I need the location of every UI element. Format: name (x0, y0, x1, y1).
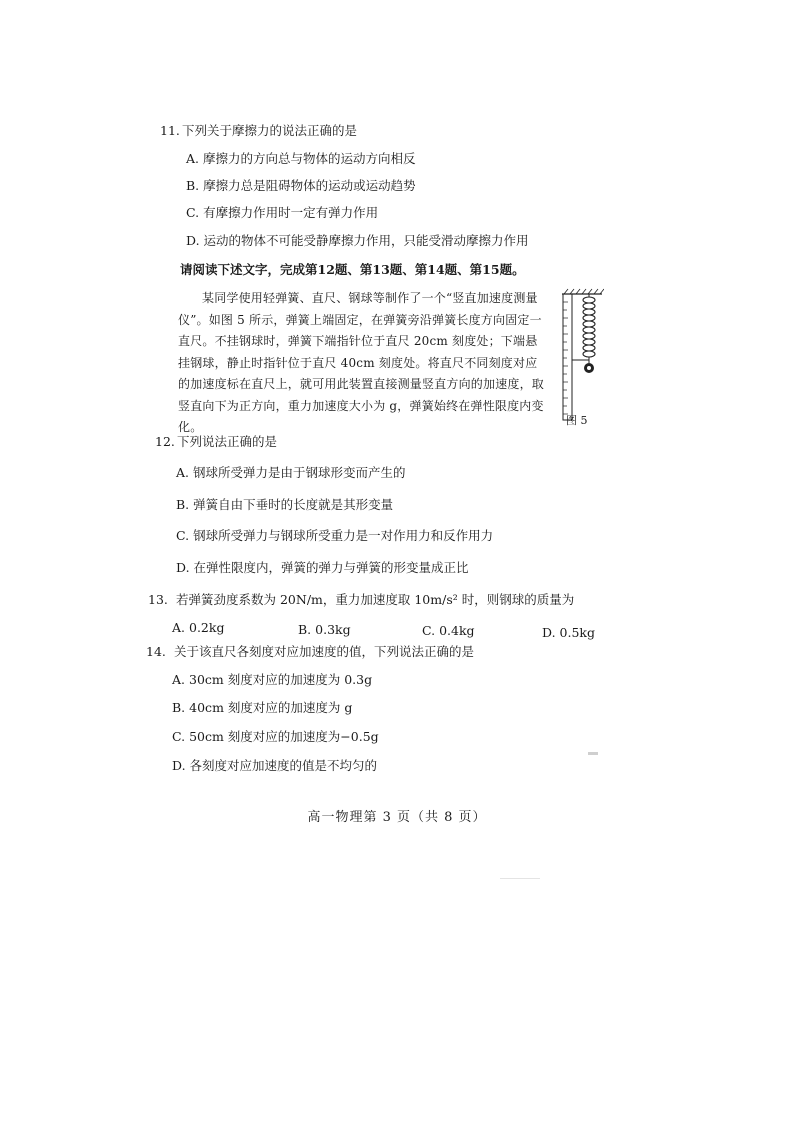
option-text: 钢球所受弹力是由于钢球形变而产生的 (193, 465, 406, 480)
question-12 (155, 434, 277, 450)
option-label: B. (298, 622, 312, 637)
option-label: C. (422, 623, 436, 638)
option-label: A. (186, 151, 200, 166)
question-13 (148, 592, 574, 608)
question-number: 12. (155, 434, 175, 449)
q14-option-a (172, 672, 372, 688)
q14-option-d (172, 758, 377, 774)
q12-option-c (176, 528, 493, 544)
option-text: 30cm 刻度对应的加速度为 0.3g (189, 672, 373, 687)
scan-speck (500, 878, 540, 879)
option-text: 钢球所受弹力与钢球所受重力是一对作用力和反作用力 (193, 528, 494, 543)
option-text: 摩擦力总是阻碍物体的运动或运动趋势 (203, 178, 416, 193)
option-label: C. (172, 729, 186, 744)
option-text: 在弹性限度内，弹簧的弹力与弹簧的形变量成正比 (193, 560, 469, 575)
option-label: C. (176, 528, 190, 543)
option-label: C. (186, 205, 200, 220)
option-text: 50cm 刻度对应的加速度为−0.5g (189, 729, 379, 744)
option-text: 运动的物体不可能受静摩擦力作用，只能受滑动摩擦力作用 (203, 233, 529, 248)
option-text: 弹簧自由下垂时的长度就是其形变量 (193, 497, 394, 512)
q14-option-c (172, 729, 379, 745)
q11-option-a (186, 151, 416, 167)
option-text: 有摩擦力作用时一定有弹力作用 (203, 205, 379, 220)
option-label: B. (172, 700, 186, 715)
q11-option-b (186, 178, 416, 194)
option-label: D. (176, 560, 190, 575)
question-number: 13. (148, 592, 168, 607)
option-text: 0.5kg (559, 625, 596, 640)
question-stem: 关于该直尺各刻度对应加速度的值，下列说法正确的是 (174, 644, 475, 659)
q13-option-d (542, 625, 595, 641)
option-text: 摩擦力的方向总与物体的运动方向相反 (203, 151, 416, 166)
q12-option-d (176, 560, 469, 576)
page-footer: 高一物理第 3 页（共 8 页） (307, 810, 487, 825)
option-label: D. (172, 758, 186, 773)
question-stem: 若弹簧劲度系数为 20N/m，重力加速度取 10m/s² 时，则钢球的质量为 (176, 592, 575, 607)
option-text: 0.4kg (439, 623, 475, 638)
q11-option-d (186, 233, 529, 249)
option-label: B. (186, 178, 200, 193)
option-text: 0.3kg (315, 622, 351, 637)
option-label: A. (172, 620, 186, 635)
option-label: D. (542, 625, 556, 640)
reading-instruction: 请阅读下述文字，完成第12题、第13题、第14题、第15题。 (180, 262, 525, 277)
q13-option-c (422, 623, 475, 639)
figure-label: 图 5 (566, 414, 588, 427)
q14-option-b (172, 700, 352, 716)
spring-ruler-figure (560, 288, 604, 428)
q11-option-c (186, 205, 378, 221)
q12-option-b (176, 497, 393, 513)
q12-option-a (176, 465, 406, 481)
question-11 (160, 123, 357, 139)
option-text: 0.2kg (189, 620, 225, 635)
q13-option-b (298, 622, 351, 638)
question-stem: 下列说法正确的是 (177, 434, 278, 449)
question-stem: 下列关于摩擦力的说法正确的是 (182, 123, 358, 138)
question-number: 14. (146, 644, 166, 659)
option-label: A. (176, 465, 190, 480)
scan-speck (588, 752, 598, 755)
q13-option-a (172, 620, 224, 636)
question-number: 11. (160, 123, 180, 138)
option-text: 40cm 刻度对应的加速度为 g (189, 700, 353, 715)
question-14 (146, 644, 474, 660)
option-label: D. (186, 233, 200, 248)
option-label: A. (172, 672, 186, 687)
option-text: 各刻度对应加速度的值是不均匀的 (189, 758, 378, 773)
option-label: B. (176, 497, 190, 512)
reading-passage: 某同学使用轻弹簧、直尺、钢球等制作了一个“竖直加速度测量仪”。如图 5 所示，弹簧上端固定，在弹簧旁沿弹簧长度方向固定一直尺。不挂钢球时，弹簧下端指针位于直尺 20cm 刻度处；下端悬挂钢球，静止时指针位于直尺 40cm 刻度处。将直尺不同刻度对应的加速度标在直尺上，就可用此装置直接测量竖直方向的加速度，取竖直向下为正方向，重力加速度大小为 g，弹簧始终在弹性限度内变化。 (178, 291, 545, 434)
